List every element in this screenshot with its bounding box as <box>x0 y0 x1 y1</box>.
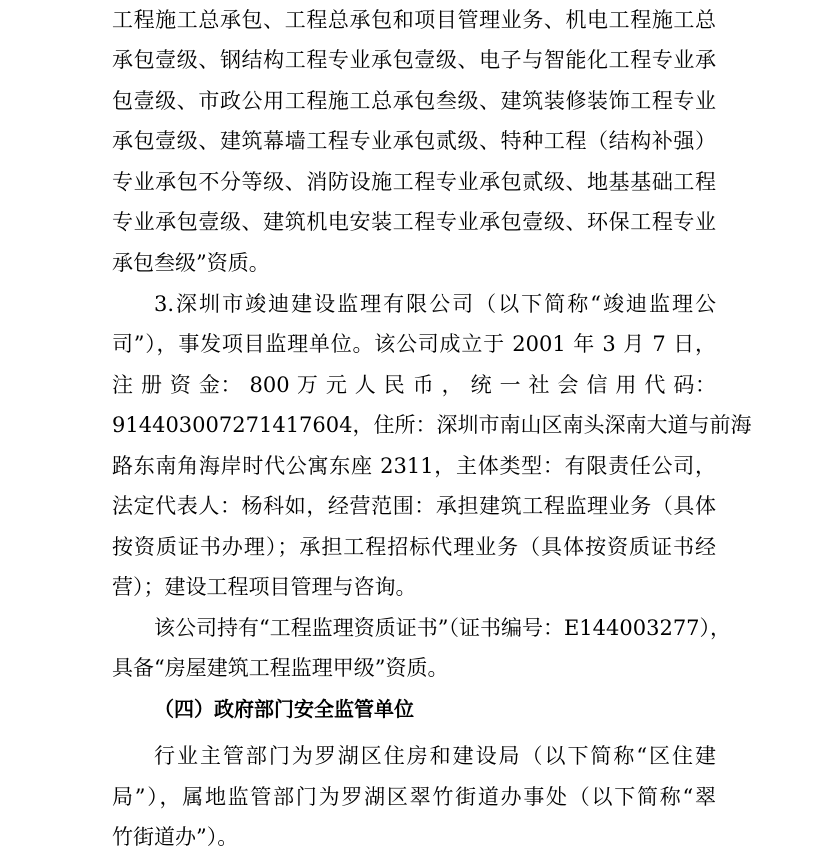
text-line: 承包叁级”资质。 <box>112 251 270 275</box>
text-line: 3.深圳市竣迪建设监理有限公司（以下简称“竣迪监理公 <box>154 292 716 316</box>
text-line: 91440300727141760​4，住所：深圳市南山区南头深南大道与前海 <box>112 413 752 437</box>
section-heading: （四）政府部门安全监管单位 <box>154 697 414 721</box>
text-line: 承包壹级、钢结构工程专业承包壹级、电子与智能化工程专业承 <box>112 48 716 72</box>
text-line: 包壹级、市政公用工程施工总承包叁级、建筑装修装饰工程专业 <box>112 89 716 113</box>
text-line: 专业承包不分等级、消防设施工程专业承包贰级、地基基础工程 <box>112 170 716 194</box>
text-line: 法定代表人：杨科如，经营范围：承担建筑工程监理业务（具体 <box>112 494 716 518</box>
text-line: 该公司持有“工程监理资质证书”（证书编号：E144003277）， <box>154 616 732 640</box>
text-line: 竹街道办”）。 <box>112 825 239 849</box>
text-line: 行业主管部门为罗湖区住房和建设局（以下简称“区住建 <box>154 744 716 768</box>
text-line: 注 册 资 金： 800 万 元 人 民 币 ， 统 一 社 会 信 用 代 码： <box>112 373 716 397</box>
text-line: 营）；建设工程项目管理与咨询。 <box>112 575 417 599</box>
text-line: 承包壹级、建筑幕墙工程专业承包贰级、特种工程（结构补强） <box>112 129 716 153</box>
text-line: 司”），事发项目监理单位。该公司成立于 2001 年 3 月 7 日， <box>112 332 716 356</box>
text-line: 局”），属地监管部门为罗湖区翠竹街道办事处（以下简称“翠 <box>112 785 716 809</box>
text-line: 路东南角海岸时代公寓东座 2311，主体类型：有限责任公司， <box>112 454 716 478</box>
text-line: 工程施工总承包、工程总承包和项目管理业务、机电工程施工总 <box>112 8 716 32</box>
text-line: 按资质证书办理）；承担工程招标代理业务（具体按资质证书经 <box>112 535 716 559</box>
text-line: 专业承包壹级、建筑机电安装工程专业承包壹级、环保工程专业 <box>112 210 716 234</box>
text-line: 具备“房屋建筑工程监理甲级”资质。 <box>112 656 449 680</box>
